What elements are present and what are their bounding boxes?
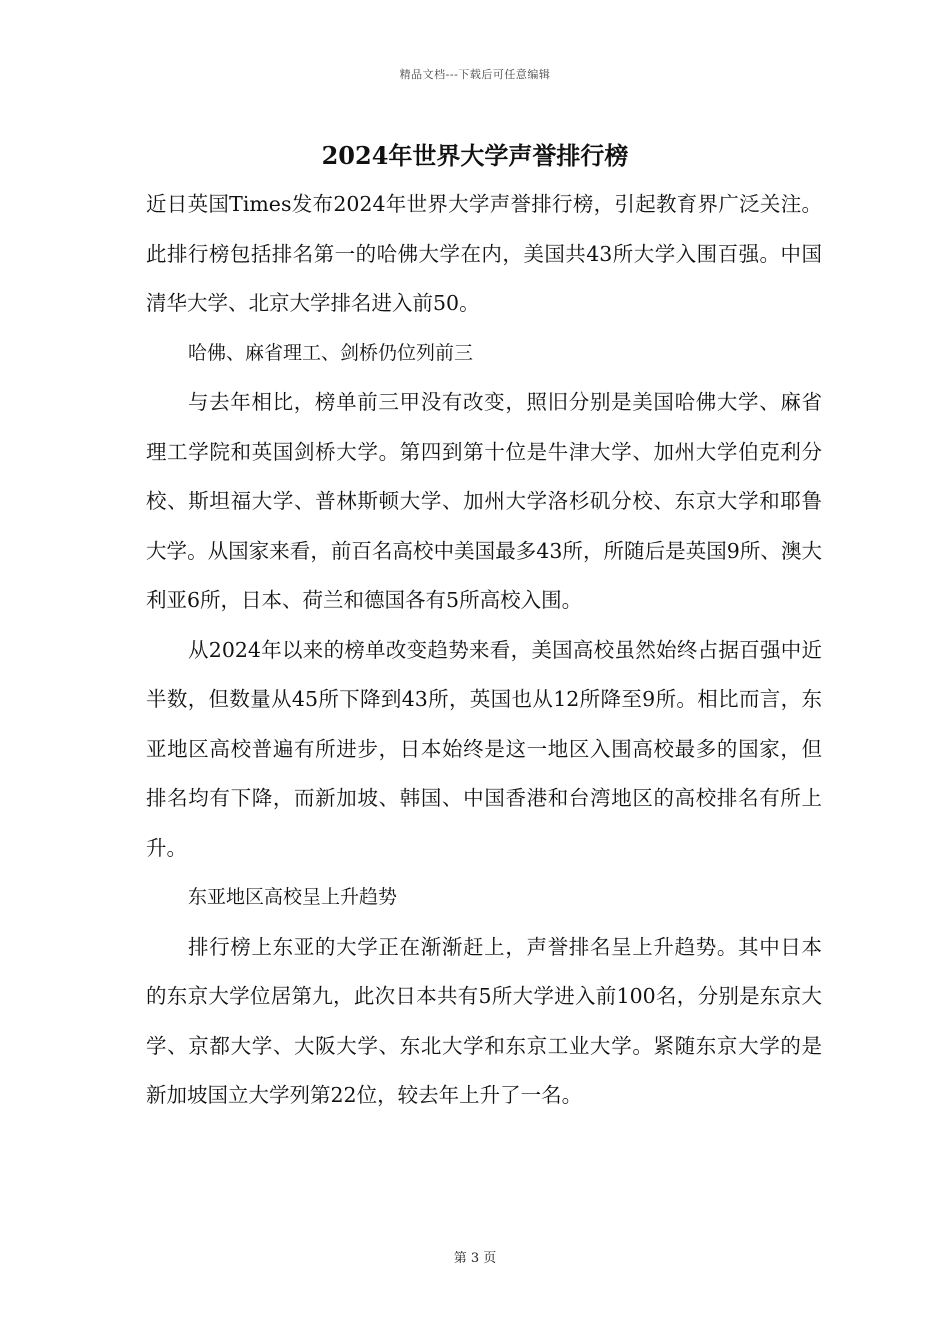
paragraph-intro: 近日英国Times发布2024年世界大学声誉排行榜，引起教育界广泛关注。此排行榜包括排名第一的哈佛大学在内，美国共43所大学入围百强。中国清华大学、北京大学排名进入前50。 — [146, 192, 822, 315]
paragraph-top-ten: 与去年相比，榜单前三甲没有改变，照旧分别是美国哈佛大学、麻省理工学院和英国剑桥大学。第四到第十位是牛津大学、加州大学伯克利分校、斯坦福大学、普林斯顿大学、加州大学洛杉矶分校、东京大学和耶鲁大学。从国家来看，前百名高校中美国最多43所，所随后是英国9所、澳大利亚6所，日本、荷兰和德国各有5所高校入围。 — [146, 390, 822, 612]
page-number: 第 3 页 — [453, 1251, 497, 1266]
document-title: 2024年世界大学声誉排行榜 — [321, 141, 629, 170]
subheading-top-three: 哈佛、麻省理工、剑桥仍位列前三 — [188, 341, 474, 364]
document-body — [146, 180, 822, 1121]
header-note: 精品文档---下载后可任意编辑 — [399, 68, 551, 81]
subheading-east-asia: 东亚地区高校呈上升趋势 — [188, 886, 398, 908]
paragraph-trend: 从2024年以来的榜单改变趋势来看，美国高校虽然始终占据百强中近半数，但数量从45所下降到43所，英国也从12所降至9所。相比而言，东亚地区高校普遍有所进步，日本始终是这一地区入围高校最多的国家，但排名均有下降，而新加坡、韩国、中国香港和台湾地区的高校排名有所上升。 — [146, 637, 822, 860]
paragraph-east-asia: 排行榜上东亚的大学正在渐渐赶上，声誉排名呈上升趋势。其中日本的东京大学位居第九，此次日本共有5所大学进入前100名，分别是东京大学、京都大学、大阪大学、东北大学和东京工业大学。紧随东京大学的是新加坡国立大学列第22位，较去年上升了一名。 — [146, 934, 822, 1107]
